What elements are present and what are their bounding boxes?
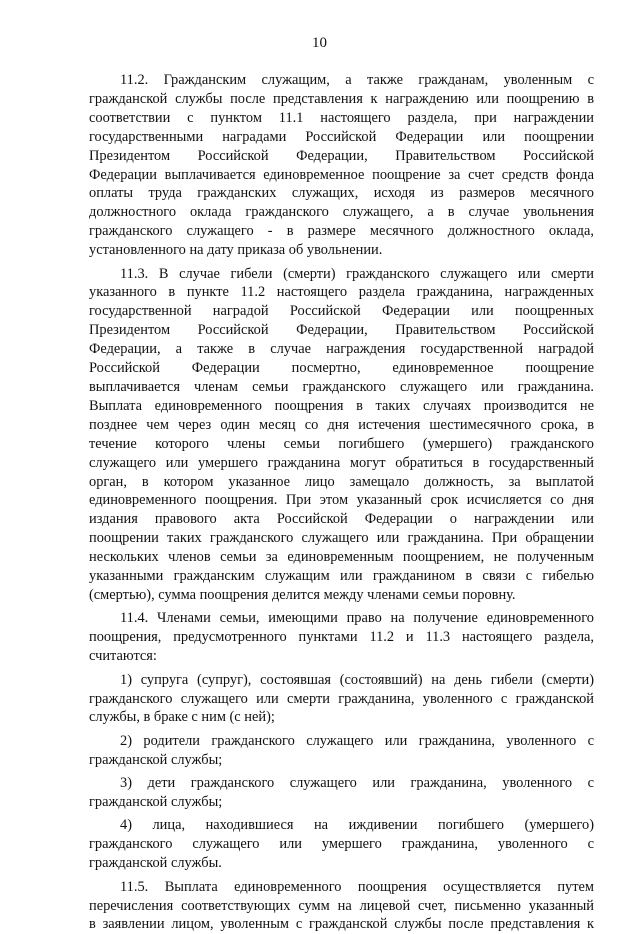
text-line: гражданской службы; xyxy=(89,751,223,768)
page-number: 10 xyxy=(312,35,327,51)
text-line: 3) дети гражданского служащего или гражданина, уволенного с xyxy=(120,775,594,792)
text-line: 11.5. Выплата единовременного поощрения осуществляется путем xyxy=(120,878,594,895)
text-line: Президентом Российской Федерации, Правительством Российской xyxy=(89,322,594,339)
text-line: в заявлении лицом, уволенным с гражданской службы после представления к xyxy=(89,916,594,933)
paragraph-p-11-4 xyxy=(89,609,594,666)
document-body xyxy=(89,71,594,934)
text-line: гражданского служащего или смерти гражданина, уволенного с гражданской xyxy=(89,690,594,707)
text-line: установленного на дату приказа об увольнении. xyxy=(89,242,383,259)
text-line: гражданского служащего - в размере месячного должностного оклада, xyxy=(89,223,594,240)
text-line: перечисления соответствующих сумм на лицевой счет, письменно указанный xyxy=(89,897,594,914)
text-line: 11.3. В случае гибели (смерти) гражданского служащего или смерти xyxy=(120,265,594,282)
text-line: гражданской службы после представления к награждению или поощрению в xyxy=(89,90,594,107)
text-line: издания правового акта Российской Федерации о награждении или xyxy=(89,511,594,528)
text-line: должностного оклада гражданского служащего, а в случае увольнения xyxy=(89,204,594,221)
text-line: поощрения, предусмотренного пунктами 11.2 и 11.3 настоящего раздела, xyxy=(89,629,594,646)
text-line: 4) лица, находившиеся на иждивении погибшего (умершего) xyxy=(120,817,594,834)
paragraph-p-item-4 xyxy=(89,816,594,873)
text-line: орган, в котором указанное лицо замещало должность, за выплатой xyxy=(89,473,594,490)
text-line: 2) родители гражданского служащего или гражданина, уволенного с xyxy=(120,732,594,749)
text-line: 1) супруга (супруг), состоявшая (состоявший) на день гибели (смерти) xyxy=(120,671,594,688)
text-line: считаются: xyxy=(89,648,157,665)
text-line: гражданской службы; xyxy=(89,794,223,811)
text-line: Федерации выплачивается единовременное поощрение за счет средств фонда xyxy=(89,166,594,183)
text-line: гражданского служащего или умершего гражданина, уволенного с xyxy=(89,836,594,853)
text-line: гражданской службы. xyxy=(89,855,222,872)
text-line: нескольких членов семьи за единовременным поощрением, не полученным xyxy=(89,549,594,566)
text-line: единовременного поощрения. При этом указанный срок исчисляется со дня xyxy=(89,492,594,509)
text-line: 11.4. Членами семьи, имеющими право на получение единовременного xyxy=(120,610,594,627)
paragraph-p-item-1 xyxy=(89,671,594,728)
text-line: Президентом Российской Федерации, Правительством Российской xyxy=(89,147,594,164)
text-line: 11.2. Гражданским служащим, а также гражданам, уволенным с xyxy=(120,72,594,88)
text-line: государственными наградами Российской Федерации или поощрении xyxy=(89,128,594,145)
text-line: Российской Федерации посмертно, единовременное поощрение xyxy=(89,360,594,377)
text-line: указанными гражданским служащим или гражданином в связи с гибелью xyxy=(89,568,594,585)
text-line: служащего или умершего гражданина могут обратиться в государственный xyxy=(89,454,594,471)
paragraph-p-11-2 xyxy=(89,71,594,260)
text-line: службы, в браке с ним (с ней); xyxy=(89,709,275,726)
text-line: (смертью), сумма поощрения делится между членами семьи поровну. xyxy=(89,586,516,603)
paragraph-p-item-2 xyxy=(89,732,594,770)
text-line: указанного в пункте 11.2 настоящего раздела гражданина, награжденных xyxy=(89,284,594,301)
text-line: Выплата единовременного поощрения в таких случаях производится не xyxy=(89,397,594,414)
text-line: соответствии с пунктом 11.1 настоящего раздела, при награждении xyxy=(89,109,594,126)
text-line: течение которого члены семьи погибшего (умершего) гражданского xyxy=(89,435,594,452)
paragraph-p-11-3 xyxy=(89,265,594,605)
text-line: поощрении таких гражданского служащего или гражданина. При обращении xyxy=(89,530,594,547)
paragraph-p-item-3 xyxy=(89,774,594,812)
text-line: позднее чем через один месяц со дня истечения шестимесячного срока, в xyxy=(89,416,594,433)
text-line: выплачивается членам семьи гражданского служащего или гражданина. xyxy=(89,379,594,395)
text-line: государственной наградой Российской Федерации или поощренных xyxy=(89,303,594,320)
paragraph-p-11-5 xyxy=(89,878,594,934)
text-line: Федерации, а также в случае награждения государственной наградой xyxy=(89,341,594,358)
text-line: оплаты труда гражданских служащих, исходя из размеров месячного xyxy=(89,185,594,202)
